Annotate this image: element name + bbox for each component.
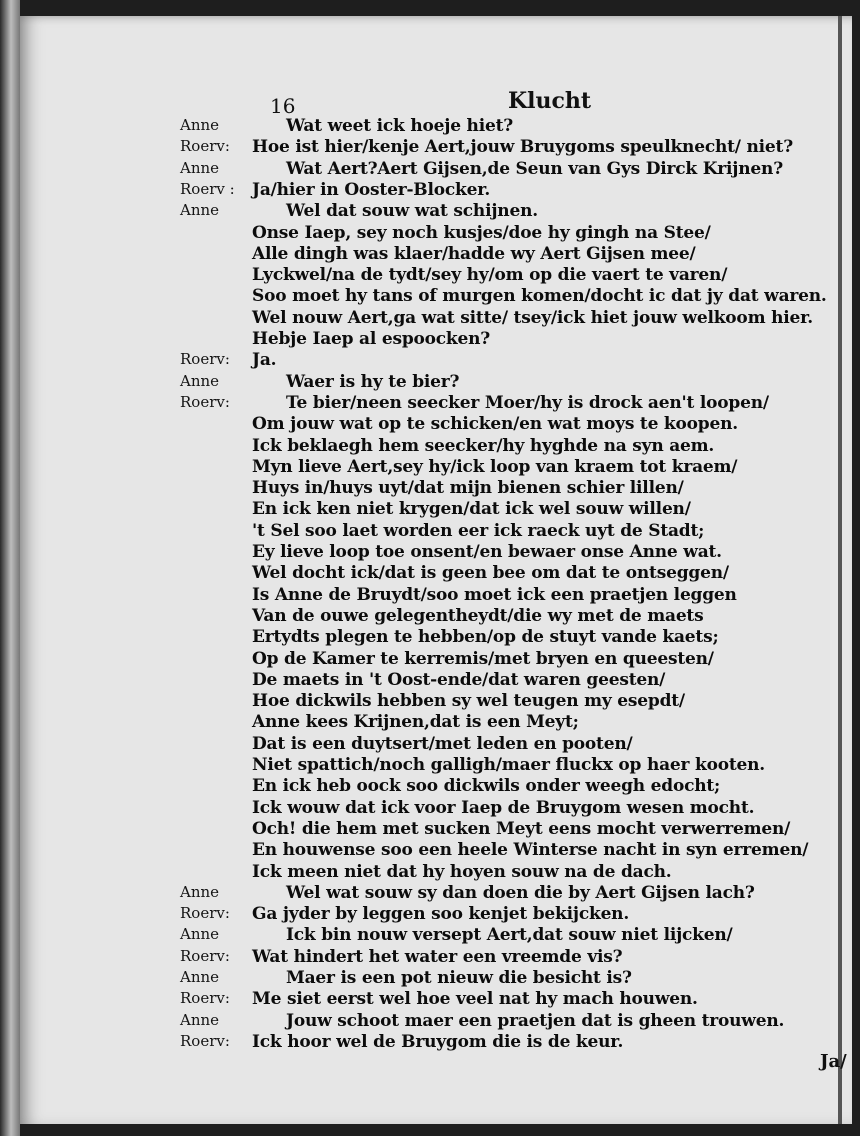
verse-text-line: Ja. bbox=[252, 350, 277, 371]
verse-text-line: Myn lieve Aert,sey hy/ick loop van kraem tot kraem/ bbox=[252, 456, 738, 477]
speaker-label: Roerv: bbox=[180, 392, 230, 411]
speaker-label: Roerv: bbox=[180, 1031, 230, 1050]
speaker-label: Anne bbox=[180, 158, 220, 177]
speaker-label: Roerv: bbox=[180, 137, 230, 156]
verse-text-line: Huys in/huys uyt/dat mijn bienen schier lillen/ bbox=[252, 478, 684, 499]
page-number: 16 bbox=[270, 94, 296, 118]
verse-text-line: Hoe ist hier/kenje Aert,jouw Bruygoms speulknecht/ niet? bbox=[252, 137, 793, 158]
speaker-label: Roerv : bbox=[180, 179, 235, 198]
speaker-label: Anne bbox=[180, 116, 220, 134]
verse-text-line: Ick wouw dat ick voor Iaep de Bruygom wesen mocht. bbox=[252, 797, 755, 818]
verse-text-line: Wat weet ick hoeje hiet? bbox=[286, 116, 513, 136]
catchword: Ja/ bbox=[820, 1051, 847, 1072]
verse-text-line: Waer is hy te bier? bbox=[286, 371, 460, 392]
speaker-label: Roerv: bbox=[180, 989, 230, 1008]
speaker-label: Anne bbox=[180, 925, 220, 944]
speaker-label: Anne bbox=[180, 371, 220, 390]
verse-text-line: Maer is een pot nieuw die besicht is? bbox=[286, 968, 632, 988]
verse-text-line: Op de Kamer te kerremis/met bryen en queesten/ bbox=[252, 648, 714, 669]
verse-text-line: Onse Iaep, sey noch kusjes/doe hy gingh na Stee/ bbox=[252, 222, 711, 243]
verse-text-line: Soo moet hy tans of murgen komen/docht ic dat jy dat waren. bbox=[252, 286, 827, 307]
verse-text-line: Ey lieve loop toe onsent/en bewaer onse Anne wat. bbox=[252, 542, 722, 562]
verse-text-line: Van de ouwe gelegentheydt/die wy met de maets bbox=[252, 605, 704, 626]
verse-text-line: Ick beklaegh hem seecker/hy hyghde na syn aem. bbox=[252, 435, 715, 456]
verse-text-line: Me siet eerst wel hoe veel nat hy mach houwen. bbox=[252, 989, 698, 1010]
speaker-label: Roerv: bbox=[180, 350, 230, 369]
verse-text-line: Ick meen niet dat hy hoyen souw na de dach. bbox=[252, 861, 672, 882]
speaker-label: Anne bbox=[180, 968, 220, 986]
verse-text-line: Ja/hier in Ooster-Blocker. bbox=[252, 179, 491, 200]
verse-text-line: Ga jyder by leggen soo kenjet bekijcken. bbox=[252, 904, 630, 925]
verse-text-line: Dat is een duytsert/met leden en pooten/ bbox=[252, 733, 633, 754]
verse-text-line: Wat Aert?Aert Gijsen,de Seun van Gys Dirck Krijnen? bbox=[286, 158, 783, 179]
verse-text-line: Hoe dickwils hebben sy wel teugen my esepdt/ bbox=[252, 691, 685, 712]
verse-text-line: Ertydts plegen te hebben/op de stuyt vande kaets; bbox=[252, 627, 719, 648]
verse-text-line: Alle dingh was klaer/hadde wy Aert Gijsen mee/ bbox=[252, 243, 696, 264]
verse-text-line: En houwense soo een heele Winterse nacht in syn erremen/ bbox=[252, 840, 809, 861]
verse-text-line: Niet spattich/noch galligh/maer fluckx op haer kooten. bbox=[252, 755, 766, 775]
verse-text-line: Anne kees Krijnen,dat is een Meyt; bbox=[252, 712, 579, 733]
verse-text-line: Ick hoor wel de Bruygom die is de keur. bbox=[252, 1031, 624, 1052]
speaker-label: Roerv: bbox=[180, 904, 230, 923]
verse-text-line: Is Anne de Bruydt/soo moet ick een praetjen leggen bbox=[252, 584, 737, 605]
verse-text-line: Wel docht ick/dat is geen bee om dat te ontseggen/ bbox=[252, 563, 729, 584]
verse-text-line: Te bier/neen seecker Moer/hy is drock aen't loopen/ bbox=[286, 392, 769, 413]
verse-text-line: 't Sel soo laet worden eer ick raeck uyt de Stadt; bbox=[252, 520, 705, 541]
verse-text-line: Wel nouw Aert,ga wat sitte/ tsey/ick hiet jouw welkoom hier. bbox=[252, 307, 814, 328]
verse-text-line: Ick bin nouw versept Aert,dat souw niet lijcken/ bbox=[286, 925, 733, 946]
speaker-label: Anne bbox=[180, 1010, 220, 1029]
speaker-label: Roerv: bbox=[180, 946, 230, 965]
verse-text-line: Wat hindert het water een vreemde vis? bbox=[252, 946, 623, 967]
speaker-label: Anne bbox=[180, 201, 220, 220]
book-page bbox=[20, 16, 852, 1124]
verse-text-line: Jouw schoot maer een praetjen dat is gheen trouwen. bbox=[286, 1010, 785, 1031]
verse-text-line: De maets in 't Oost-ende/dat waren geesten/ bbox=[252, 669, 666, 690]
verse-text-line: Hebje Iaep al espoocken? bbox=[252, 329, 491, 349]
verse-text-line: En ick heb oock soo dickwils onder weegh edocht; bbox=[252, 776, 721, 797]
verse-text-line: Och! die hem met sucken Meyt eens mocht verwerremen/ bbox=[252, 818, 791, 839]
verse-text-line: En ick ken niet krygen/dat ick wel souw willen/ bbox=[252, 499, 691, 520]
verse-text-line: Wel wat souw sy dan doen die by Aert Gijsen lach? bbox=[286, 882, 755, 903]
speaker-label: Anne bbox=[180, 882, 220, 901]
verse-text-line: Om jouw wat op te schicken/en wat moys te koopen. bbox=[252, 414, 738, 435]
page-edge bbox=[838, 16, 842, 1124]
verse-text-line: Wel dat souw wat schijnen. bbox=[286, 201, 538, 222]
running-title: Klucht bbox=[508, 88, 592, 114]
verse-text-line: Lyckwel/na de tydt/sey hy/om op die vaert te varen/ bbox=[252, 265, 728, 286]
book-spine bbox=[0, 0, 20, 1136]
